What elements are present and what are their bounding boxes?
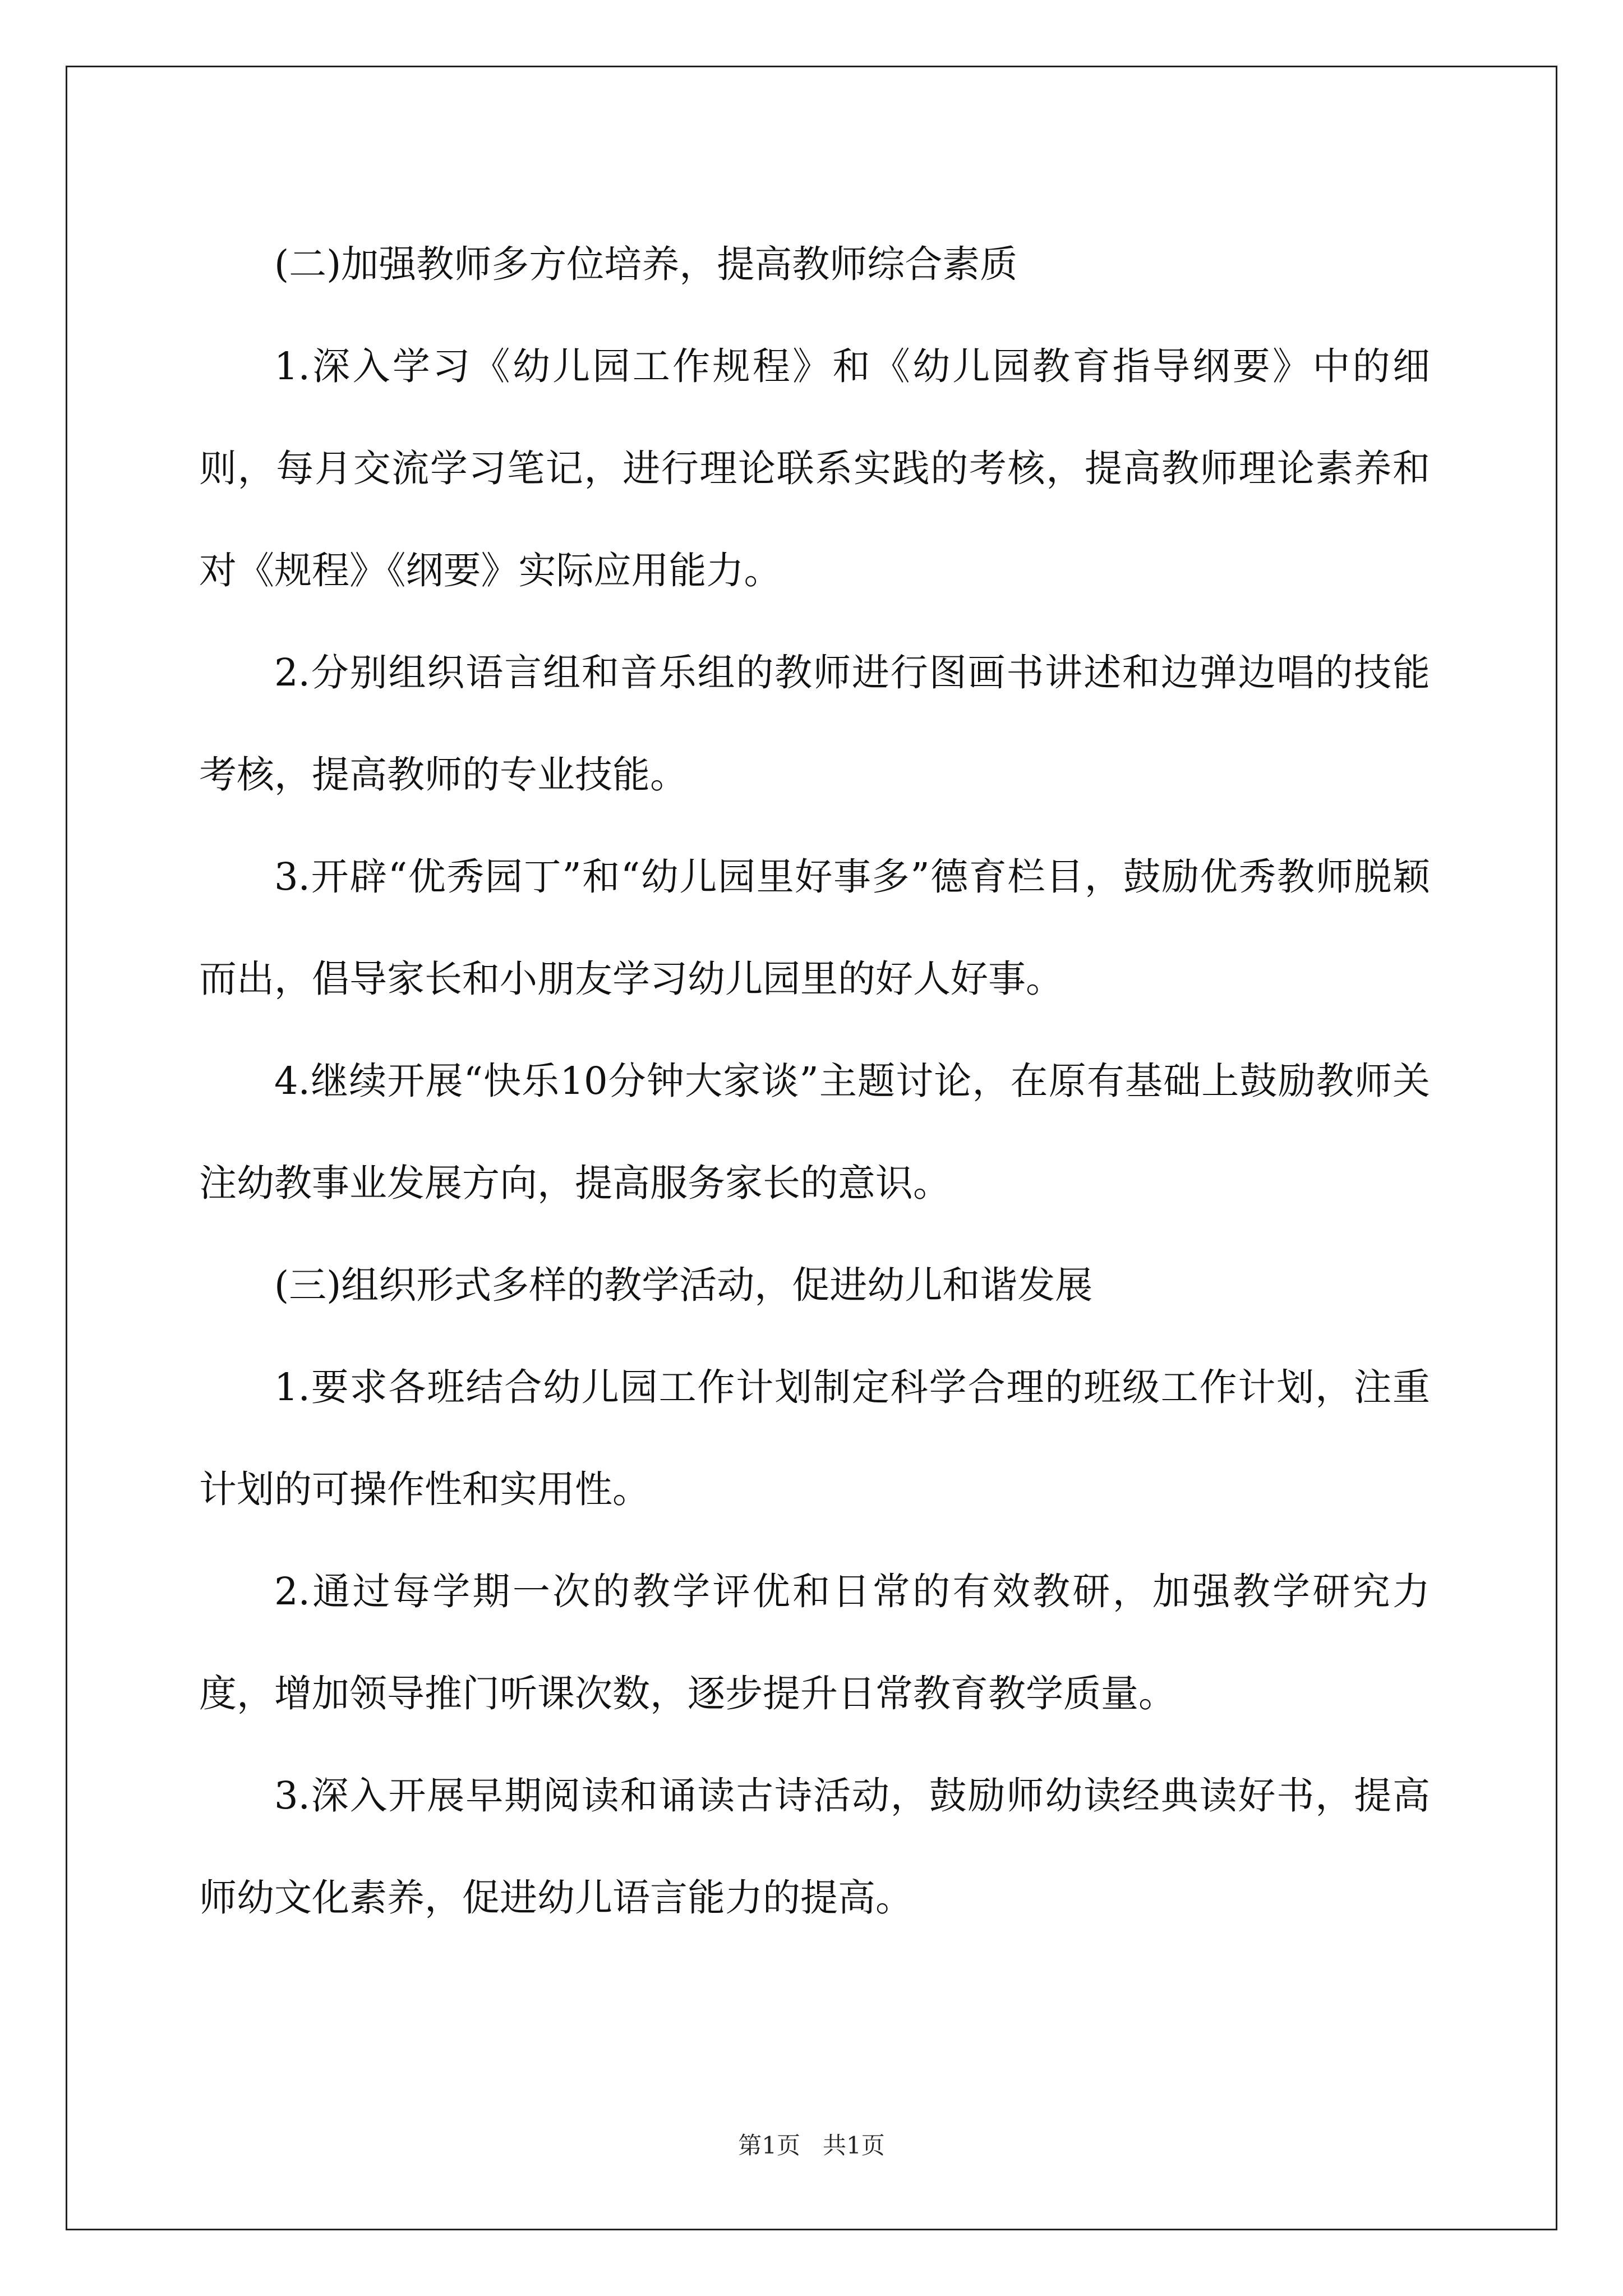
paragraph-item-3-1: 1.要求各班结合幼儿园工作计划制定科学合理的班级工作计划，注重计划的可操作性和实用性。 xyxy=(199,1365,1430,1511)
section-heading-2: (二)加强教师多方位培养，提高教师综合素质 xyxy=(274,242,1018,286)
paragraph-item-3-2: 2.通过每学期一次的教学评优和日常的有效教研，加强教学研究力度，增加领导推门听课次数，逐步提升日常教育教学质量。 xyxy=(199,1570,1430,1715)
paragraph-item-2-1: 1.深入学习《幼儿园工作规程》和《幼儿园教育指导纲要》中的细则，每月交流学习笔记，进行理论联系实践的考核，提高教师理论素养和对《规程》《纲要》实际应用能力。 xyxy=(199,344,1430,592)
paragraph-item-3-3: 3.深入开展早期阅读和诵读古诗活动，鼓励师幼读经典读好书，提高师幼文化素养，促进幼儿语言能力的提高。 xyxy=(199,1774,1430,1920)
page-footer xyxy=(0,2129,1623,2162)
paragraph-item-2-3: 3.开辟“优秀园丁”和“幼儿园里好事多”德育栏目，鼓励优秀教师脱颖而出，倡导家长和小朋友学习幼儿园里的好人好事。 xyxy=(199,855,1430,1001)
document-body xyxy=(199,213,1430,1949)
section-heading-3: (三)组织形式多样的教学活动，促进幼儿和谐发展 xyxy=(274,1263,1093,1307)
paragraph-item-2-2: 2.分别组织语言组和音乐组的教师进行图画书讲述和边弹边唱的技能考核，提高教师的专业技能。 xyxy=(199,651,1430,797)
page-total: 共1页 xyxy=(823,2132,885,2159)
paragraph-item-2-4: 4.继续开展“快乐10分钟大家谈”主题讨论，在原有基础上鼓励教师关注幼教事业发展方向，提高服务家长的意识。 xyxy=(199,1059,1430,1205)
page-number: 第1页 xyxy=(738,2132,800,2159)
